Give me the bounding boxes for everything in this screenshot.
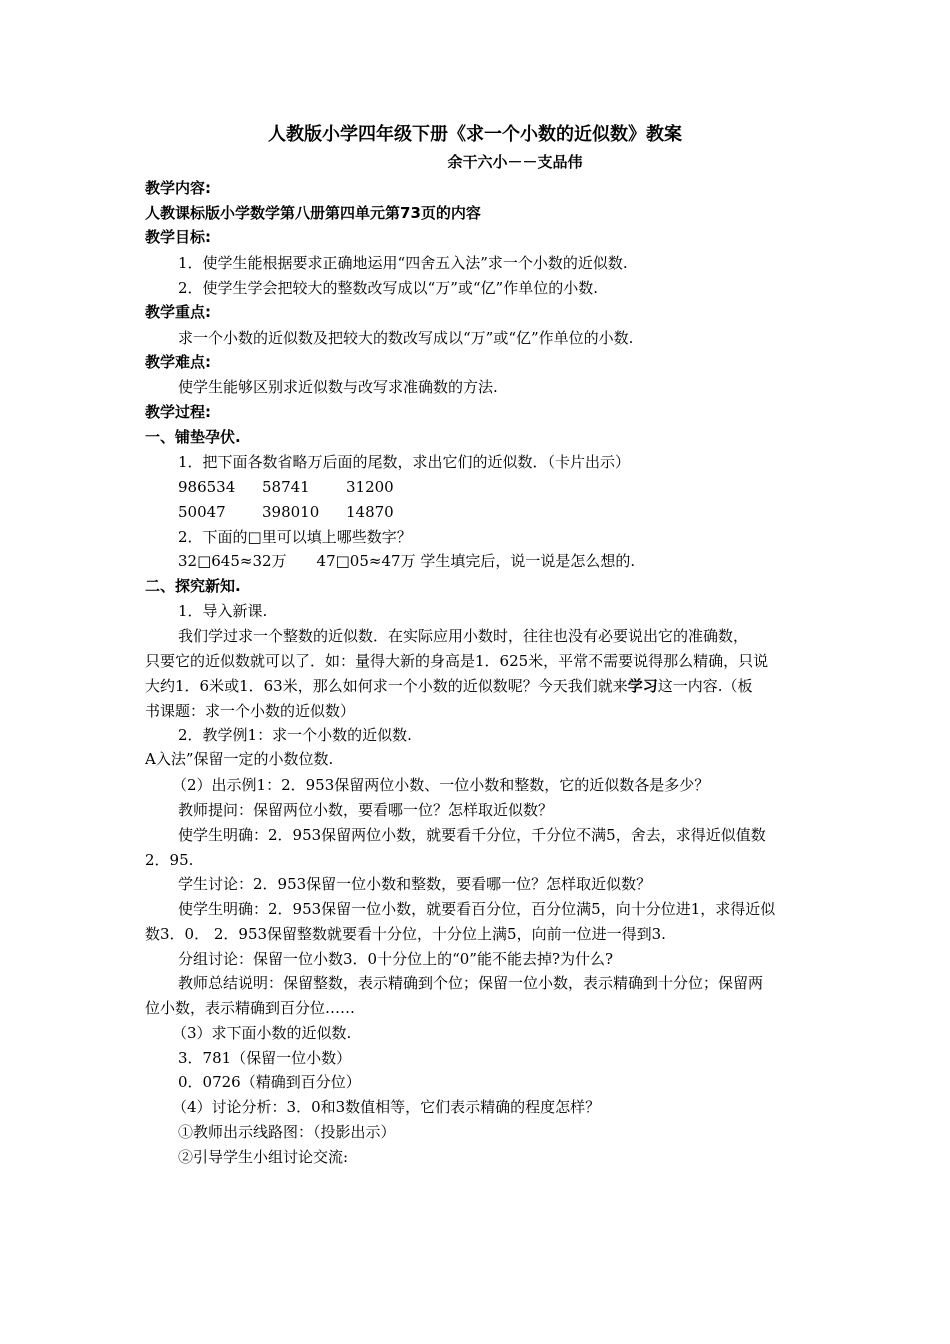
number-cell: 31200 <box>346 478 394 496</box>
s2-item-1: 1．导入新课. <box>178 602 268 620</box>
clarify-2: 使学生明确：2．953保留一位小数，就要看百分位，百分位满5，向十分位进1，求得近似 <box>178 900 776 918</box>
intro-paragraph-line: 我们学过求一个整数的近似数．在实际应用小数时，往往也没有必要说出它的准确数， <box>178 627 749 645</box>
step-1: ①教师出示线路图：（投影出示） <box>178 1123 396 1141</box>
difficulty-text: 使学生能够区别求近似数与改写求准确数的方法. <box>178 378 498 396</box>
content-heading: 教学内容: <box>145 179 211 197</box>
s1-fill-row <box>178 549 815 573</box>
s1-item-2: 2．下面的□里可以填上哪些数字？ <box>178 528 412 546</box>
section-2-heading: 二、探究新知. <box>145 577 241 595</box>
intro-paragraph-line: 只要它的近似数就可以了．如：量得大新的身高是1．625米，平常不需要说得那么精确，只说 <box>145 652 769 670</box>
clarify-1-cont: 2．95. <box>145 851 194 869</box>
intro-paragraph-line: 大约1．6米或1．63米，那么如何求一个小数的近似数呢？今天我们就来学习这一内容.（板 <box>145 677 753 695</box>
bold-word: 学习 <box>627 677 658 695</box>
fill-blank-2: 47□05≈47万 学生填完后，说一说是怎么想的. <box>316 552 636 570</box>
fill-blank-1: 32□645≈32万 <box>178 552 287 570</box>
example-4: （4）讨论分析：3．0和3数值相等，它们表示精确的程度怎样？ <box>172 1098 601 1116</box>
content-text: 人教课标版小学数学第八册第四单元第73页的内容 <box>145 204 481 222</box>
document-title: 人教版小学四年级下册《求一个小数的近似数》教案 <box>268 124 682 145</box>
example-3-b: 0．0726（精确到百分位） <box>178 1073 361 1091</box>
s1-item-1: 1．把下面各数省略万后面的尾数，求出它们的近似数．（卡片出示） <box>178 453 631 471</box>
goal-2: 2．使学生学会把较大的整数改写成以“万”或“亿”作单位的小数. <box>178 279 598 297</box>
teacher-summary-cont: 位小数，表示精确到百分位…… <box>145 999 356 1017</box>
group-discussion: 分组讨论：保留一位小数3．0十分位上的“0”能不能去掉?为什么? <box>178 950 614 968</box>
clarify-1: 使学生明确：2．953保留两位小数，就要看千分位，千分位不满5，舍去，求得近似值数 <box>178 826 766 844</box>
section-1-heading: 一、铺垫孕伏. <box>145 428 241 446</box>
author-line: 余干六小－－支品伟 <box>447 153 583 171</box>
process-heading: 教学过程: <box>145 403 211 421</box>
number-cell: 58741 <box>262 478 310 496</box>
teacher-summary: 教师总结说明：保留整数，表示精确到个位；保留一位小数，表示精确到十分位；保留两 <box>178 974 764 992</box>
numbers-row-2 <box>178 500 394 524</box>
difficulty-heading: 教学难点: <box>145 353 211 371</box>
step-2: ②引导学生小组讨论交流: <box>178 1148 349 1166</box>
key-text: 求一个小数的近似数及把较大的数改写成以“万”或“亿”作单位的小数. <box>178 329 634 347</box>
goals-heading: 教学目标: <box>145 228 211 246</box>
s2-item-2: 2．教学例1：求一个小数的近似数. <box>178 726 412 744</box>
a-line: A入法”保留一定的小数位数. <box>145 750 334 768</box>
goal-1: 1．使学生能根据要求正确地运用“四舍五入法”求一个小数的近似数. <box>178 254 628 272</box>
numbers-row-1 <box>178 475 394 499</box>
example-3-a: 3．781（保留一位小数） <box>178 1049 352 1067</box>
number-cell: 986534 <box>178 478 236 496</box>
number-cell: 14870 <box>346 503 394 521</box>
key-heading: 教学重点: <box>145 303 211 321</box>
intro-paragraph-line: 书课题：求一个小数的近似数） <box>145 702 356 720</box>
number-cell: 398010 <box>262 503 320 521</box>
clarify-2-cont: 数3．0． 2．953保留整数就要看十分位，十分位上满5，向前一位进一得到3. <box>145 925 666 943</box>
example-2: （2）出示例1：2．953保留两位小数、一位小数和整数，它的近似数各是多少？ <box>172 776 710 794</box>
student-discussion: 学生讨论：2．953保留一位小数和整数，要看哪一位？怎样取近似数？ <box>178 875 652 893</box>
example-3: （3）求下面小数的近似数. <box>172 1024 352 1042</box>
number-cell: 50047 <box>178 503 226 521</box>
teacher-question: 教师提问：保留两位小数，要看哪一位？怎样取近似数？ <box>178 801 554 819</box>
